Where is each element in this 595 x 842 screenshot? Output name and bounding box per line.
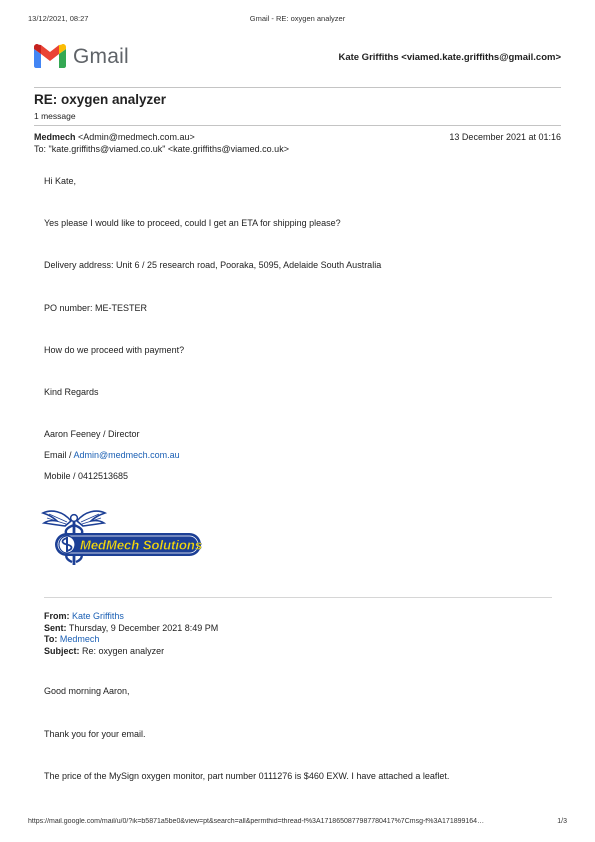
signature-name: Aaron Feeney / Director — [44, 429, 140, 439]
quoted-from — [44, 611, 218, 623]
print-datetime: 13/12/2021, 08:27 — [28, 14, 89, 23]
quoted-sent — [44, 623, 218, 635]
quoted-header — [44, 611, 218, 657]
page-number: 1/3 — [557, 818, 567, 825]
quoted-from-label: From: — [44, 611, 70, 621]
thread-subject: RE: oxygen analyzer — [34, 92, 167, 107]
message-count: 1 message — [34, 111, 76, 121]
print-header — [28, 14, 567, 26]
quoted-subject-label: Subject: — [44, 645, 80, 656]
quoted-to-label: To: — [44, 634, 58, 644]
message-date: 13 December 2021 at 01:16 — [449, 132, 561, 142]
body-line-po: PO number: ME-TESTER — [44, 303, 148, 313]
quoted-subject — [44, 646, 218, 658]
header-divider — [34, 87, 561, 88]
quoted-greeting: Good morning Aaron, — [44, 686, 130, 696]
body-closing: Kind Regards — [44, 387, 99, 397]
quoted-sent-label: Sent: — [44, 622, 67, 633]
print-title: Gmail - RE: oxygen analyzer — [249, 14, 346, 23]
message-header — [34, 131, 561, 155]
gmail-wordmark: Gmail — [73, 45, 129, 68]
quoted-from-link[interactable]: Kate Griffiths — [72, 611, 124, 621]
signature-mobile: Mobile / 0412513685 — [44, 471, 129, 481]
message-recipients: To: "kate.griffiths@viamed.co.uk" <kate.griffiths@viamed.co.uk> — [34, 144, 289, 154]
quoted-to — [44, 634, 218, 646]
body-greeting: Hi Kate, — [44, 176, 77, 186]
quoted-line-thanks: Thank you for your email. — [44, 729, 146, 739]
quoted-line-price: The price of the MySign oxygen monitor, part number 0111276 is $460 EXW. I have attached a leaflet. — [44, 771, 450, 781]
quoted-sent-value: Thursday, 9 December 2021 8:49 PM — [68, 622, 219, 633]
body-line-payment: How do we proceed with payment? — [44, 345, 185, 355]
signature-email-link[interactable]: Admin@medmech.com.au — [73, 450, 180, 460]
quoted-divider — [44, 597, 552, 598]
medmech-logo — [41, 509, 203, 567]
print-url: https://mail.google.com/mail/u/0/?ik=b5871a5be0&view=pt&search=all&permthid=thread-f%3A1718650877987780417%7Cmsg-f%3A171899164… — [28, 818, 485, 825]
gmail-m-icon — [34, 44, 66, 68]
subject-divider — [34, 125, 561, 126]
sender-email: <Admin@medmech.com.au> — [75, 132, 195, 142]
body-line-request: Yes please I would like to proceed, could I get an ETA for shipping please? — [44, 218, 341, 228]
logo-text: MedMech Solutions — [80, 537, 203, 553]
sender-name: Medmech — [34, 132, 76, 142]
body-line-address: Delivery address: Unit 6 / 25 research road, Pooraka, 5095, Adelaide South Australia — [44, 260, 382, 270]
quoted-to-link[interactable]: Medmech — [59, 634, 100, 644]
signature-email — [44, 450, 180, 460]
quoted-subject-value: Re: oxygen analyzer — [82, 645, 165, 656]
account-label: Kate Griffiths <viamed.kate.griffiths@gmail.com> — [338, 52, 561, 63]
signature-email-label: Email / — [44, 450, 74, 460]
